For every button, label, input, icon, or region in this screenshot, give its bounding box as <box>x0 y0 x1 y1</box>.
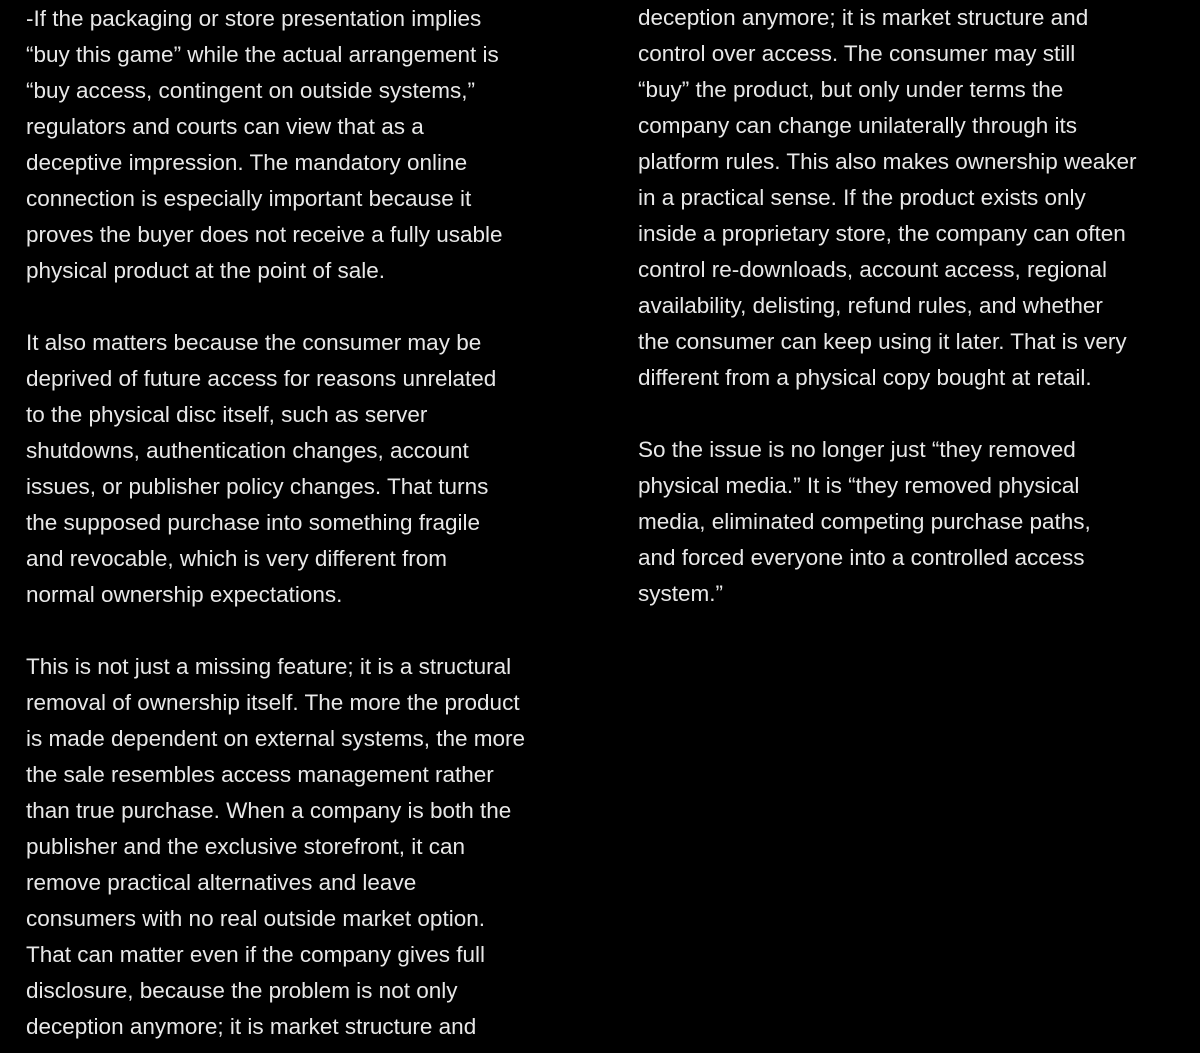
text-line: the consumer can keep using it later. That is very <box>638 329 1127 354</box>
text-line: So the issue is no longer just “they removed <box>638 437 1076 462</box>
text-line: disclosure, because the problem is not only <box>26 978 458 1003</box>
text-line: system.” <box>638 581 724 606</box>
text-line: “buy this game” while the actual arrangement is <box>26 42 499 67</box>
text-line: to the physical disc itself, such as server <box>26 402 428 427</box>
text-line: is made dependent on external systems, the more <box>26 726 526 751</box>
text-line: consumers with no real outside market option. <box>26 906 485 931</box>
text-line: and forced everyone into a controlled access <box>638 545 1085 570</box>
text-line: in a practical sense. If the product exists only <box>638 185 1086 210</box>
text-line: control over access. The consumer may still <box>638 41 1076 66</box>
paragraph <box>26 649 586 1045</box>
text-line: remove practical alternatives and leave <box>26 870 417 895</box>
text-line: physical product at the point of sale. <box>26 258 385 283</box>
text-line: the sale resembles access management rather <box>26 762 494 787</box>
text-line: availability, delisting, refund rules, and whether <box>638 293 1103 318</box>
text-line: “buy” the product, but only under terms the <box>638 77 1064 102</box>
right-text-column <box>638 0 1200 612</box>
text-line: issues, or publisher policy changes. That turns <box>26 474 489 499</box>
text-line: proves the buyer does not receive a fully usable <box>26 222 503 247</box>
text-line: “buy access, contingent on outside systems,” <box>26 78 475 103</box>
text-line: regulators and courts can view that as a <box>26 114 424 139</box>
text-line: company can change unilaterally through its <box>638 113 1078 138</box>
text-line: It also matters because the consumer may be <box>26 330 482 355</box>
text-line: and revocable, which is very different from <box>26 546 448 571</box>
paragraph-gap <box>26 613 586 649</box>
text-line: This is not just a missing feature; it is a structural <box>26 654 512 679</box>
text-line: -If the packaging or store presentation implies <box>26 6 482 31</box>
paragraph <box>26 325 586 613</box>
text-line: than true purchase. When a company is both the <box>26 798 512 823</box>
text-line: the supposed purchase into something fragile <box>26 510 481 535</box>
text-line: deception anymore; it is market structure and <box>26 1014 477 1039</box>
paragraph <box>638 0 1200 396</box>
text-line: publisher and the exclusive storefront, it can <box>26 834 465 859</box>
text-line: connection is especially important because it <box>26 186 472 211</box>
text-line: different from a physical copy bought at retail. <box>638 365 1092 390</box>
paragraph <box>638 432 1200 612</box>
text-line: control re-downloads, account access, regional <box>638 257 1108 282</box>
text-line: deception anymore; it is market structure and <box>638 5 1089 30</box>
text-line: shutdowns, authentication changes, account <box>26 438 469 463</box>
left-text-column <box>26 1 586 1045</box>
paragraph-gap <box>638 396 1200 432</box>
paragraph-gap <box>26 289 586 325</box>
paragraph <box>26 1 586 289</box>
text-line: media, eliminated competing purchase paths, <box>638 509 1091 534</box>
text-line: platform rules. This also makes ownership weaker <box>638 149 1137 174</box>
text-line: inside a proprietary store, the company can often <box>638 221 1126 246</box>
text-line: deceptive impression. The mandatory online <box>26 150 468 175</box>
text-line: deprived of future access for reasons unrelated <box>26 366 497 391</box>
text-line: That can matter even if the company gives full <box>26 942 485 967</box>
text-line: removal of ownership itself. The more the product <box>26 690 520 715</box>
text-line: physical media.” It is “they removed physical <box>638 473 1080 498</box>
text-line: normal ownership expectations. <box>26 582 343 607</box>
